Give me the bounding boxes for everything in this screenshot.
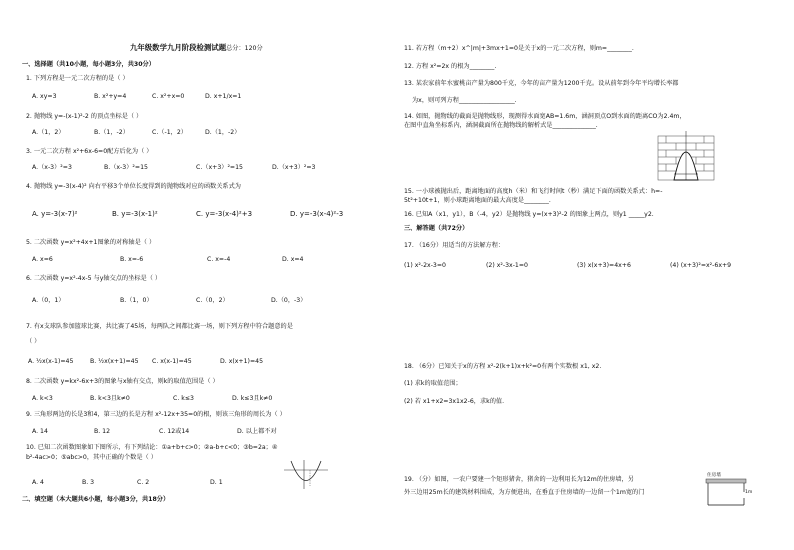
q3-stem: 3. 一元二次方程 x²+6x-6=0配方后化为（ ） — [26, 148, 153, 155]
q13-line2: 为x，则可列方程__________________. — [412, 97, 517, 104]
q5-stem: 5. 二次函数 y=x²+4x+1图象的对称轴是（ ） — [26, 239, 156, 246]
page-title — [130, 44, 263, 53]
q18-stem: 18. （6分）已知关于x的方程 x²-2(k+1)x+k²=0有两个实数根 x1, x2. — [404, 363, 602, 370]
q1-option-c: C. x²+x=0 — [152, 93, 185, 100]
q6-option-c: C.（0，2） — [196, 297, 229, 304]
q10-option-c: C. 2 — [137, 479, 150, 486]
q8-option-c: C. k≤3 — [173, 395, 194, 402]
exam-title: 九年级数学九月阶段检测试题 — [130, 43, 227, 52]
q4-option-d: D. y=-3(x-4)²-3 — [290, 210, 344, 218]
q5-option-d: D. x=4 — [282, 256, 304, 263]
q3-option-b: B.（x-3）²=15 — [104, 164, 148, 171]
q7-stem: 7. 有x支球队参加篮球比赛，共比赛了45场，每两队之间都比赛一场，则下列方程中符合题意的是 — [26, 323, 293, 330]
section-solve-heading: 三、解答题（共72分） — [404, 225, 469, 232]
q17-part3: (3) x(x+3)=4x+6 — [577, 262, 631, 269]
q10-option-d: D. 1 — [210, 479, 223, 486]
section-choice-heading: 一、选择题（共10小题，每小题3分，共30分） — [22, 61, 155, 68]
q7-option-a: A. ½x(x-1)=45 — [28, 358, 74, 365]
q11-text: 11. 若方程（m+2）x^|m|+3mx+1=0是关于x的一元二次方程，则m=________. — [404, 45, 634, 52]
door-width-label: 1m — [745, 490, 753, 495]
q3-option-d: D.（x+3）²=3 — [272, 164, 316, 171]
q4-option-c: C. y=-3(x-4)²+3 — [196, 210, 253, 218]
q7-paren: （ ） — [26, 338, 41, 345]
q17-part2: (2) x²-3x-1=0 — [486, 262, 528, 269]
q9-option-a: A. 14 — [32, 428, 48, 435]
q12-text: 12. 方程 x²=2x 的根为________. — [404, 63, 497, 70]
q1-stem: 1. 下列方程是一元二次方程的是（ ） — [26, 75, 129, 82]
q8-option-a: A. k<3 — [32, 395, 53, 402]
q6-stem: 6. 二次函数 y=x²-4x-5 与y轴交点的坐标是（ ） — [26, 275, 162, 282]
q18-part1: (1) 求k的取值范围； — [404, 380, 462, 387]
q14-line2: 在图中直角坐标系内，涵洞截面所在抛物线的解析式是______________. — [404, 122, 598, 129]
q15-line2: 5t²+10t+1，则小球距离地面的最大高度是________. — [404, 197, 551, 204]
house-wall-label: 住房墙 — [707, 473, 721, 478]
q17-part1: (1) x²-2x-3=0 — [404, 262, 446, 269]
q19-line2: 外三边用25m长的建筑材料围成，为方便进出，在垂直于住房墙的一边留一个1m宽的门 — [404, 489, 645, 496]
q2-option-a: A.（1，2） — [32, 129, 65, 136]
q5-option-a: A. x=6 — [32, 256, 53, 263]
q19-line1: 19. （分）如图，一农户要建一个矩形猪舍，猪舍的一边利用长为12m的住房墙，另 — [404, 476, 634, 483]
q8-option-b: B. k<3且k≠0 — [90, 395, 130, 402]
q9-option-d: D. 以上都不对 — [237, 428, 277, 435]
q2-option-d: D.（1，-2） — [205, 129, 241, 136]
q4-stem: 4. 抛物线 y=-3(x-4)² 向右平移3个单位长度得到的抛物线对应的函数关系式为 — [26, 183, 241, 190]
q7-option-c: C. x(x-1)=45 — [152, 358, 192, 365]
q2-stem: 2. 抛物线 y=-(x-1)²-2 的顶点坐标是（ ） — [26, 113, 143, 120]
q18-part2: (2) 若 x1+x2=3x1x2-6，求k的值. — [404, 398, 505, 405]
q5-option-c: C. x=-4 — [207, 256, 231, 263]
q6-option-d: D.（0，-3） — [271, 297, 307, 304]
score-note: 总分：120分 — [226, 45, 263, 52]
q4-option-a: A. y=-3(x-7)² — [32, 210, 78, 218]
q10-option-b: B. 3 — [82, 479, 95, 486]
q19-pigpen-figure — [704, 478, 748, 508]
q14-line1: 14. 如图，抛物线的截面是抛物线形，现测得水面宽AB=1.6m，涵洞顶点O到水面的距离CO为2.4m， — [404, 113, 686, 120]
q6-option-a: A.（0，1） — [32, 297, 65, 304]
q3-option-a: A.（x-3）²=3 — [32, 164, 72, 171]
q10-stem-line2: b²-4ac>0；⑤abc>0，其中正确的个数是（ ） — [26, 454, 157, 461]
q8-stem: 8. 二次函数 y=kx²-6x+3的图象与x轴有交点，则k的取值范围是（ ） — [26, 378, 219, 385]
q2-option-b: B.（1，-2） — [94, 129, 129, 136]
section-fill-heading: 二、填空题（本大题共6小题，每小题3分，共18分） — [22, 496, 170, 503]
q4-option-b: B. y=-3(x-1)² — [112, 210, 158, 218]
q10-parabola-figure — [282, 458, 330, 490]
q3-option-c: C.（x+3）²=15 — [196, 164, 243, 171]
q9-option-b: B. 12 — [94, 428, 111, 435]
q10-option-a: A. 4 — [32, 479, 44, 486]
q9-stem: 9. 三角形两边的长是3和4，第三边的长是方程 x²-12x+35=0的根，则该三角形的周长为（ ） — [26, 411, 286, 418]
q5-option-b: B. x=-6 — [120, 256, 144, 263]
q1-option-d: D. x+1/x=1 — [205, 93, 242, 100]
q13-line1: 13. 某农家前年水蜜桃亩产量为800千克，今年的亩产量为1200千克。设从前年到今年平均增长率都 — [404, 80, 679, 87]
q17-part4: (4) (x+3)²=x²-6x+9 — [670, 262, 732, 269]
q10-stem-line1: 10. 已知二次函数图象如下图所示，有下列结论：①a+b+c>0；②a-b+c<0；③b=2a；④ — [26, 444, 278, 451]
q6-option-b: B.（1，0） — [120, 297, 153, 304]
q14-culvert-figure — [656, 130, 716, 182]
q7-option-d: D. x(x+1)=45 — [220, 358, 264, 365]
q15-line1: 15. 一小球被抛出后，距离地面的高度h（米）和飞行时间t（秒）满足下面的函数关系式：h=- — [404, 188, 663, 195]
q1-option-a: A. xy=3 — [32, 93, 57, 100]
q1-option-b: B. x²+y=4 — [94, 93, 127, 100]
q16-text: 16. 已知A（x1，y1），B（-4，y2）是抛物线 y=(x+3)²-2 的图象上两点，则y1 _____y2. — [404, 211, 654, 218]
q9-option-c: C. 12或14 — [159, 428, 190, 435]
q8-option-d: D. k≤3且k≠0 — [232, 395, 273, 402]
q7-option-b: B. ½x(x+1)=45 — [90, 358, 139, 365]
q17-stem: 17. （16分）用适当的方法解方程： — [404, 242, 505, 249]
q2-option-c: C.（-1，2） — [152, 129, 187, 136]
